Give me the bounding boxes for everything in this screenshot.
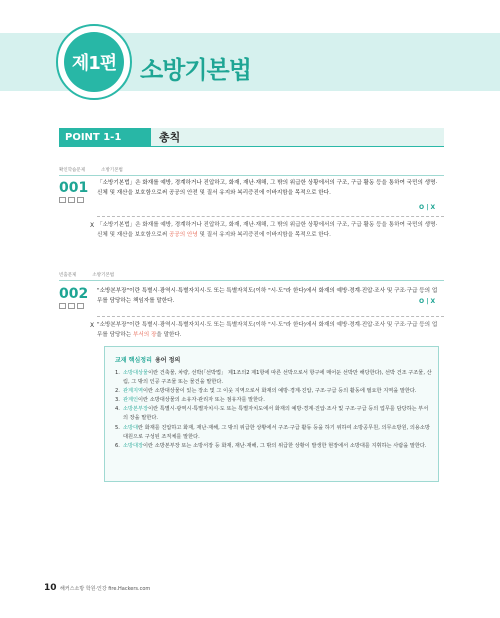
definition-term: 소방대장: [123, 442, 144, 449]
explanation: [97, 320, 440, 340]
key-summary-badge: 교재 핵심정리: [115, 357, 152, 364]
question-divider: [59, 280, 444, 281]
definition-text: 이란 건축물, 차량, 선박(「선박법」 제1조의2 제1항에 따른 선박으로서 항구에 매어둔 선박만 해당한다), 선박 건조 구조물, 산림, 그 밖의 인공 구조물 또는 물건을 말한다.: [123, 370, 432, 386]
question-category: 빈출문제: [59, 273, 77, 278]
question-subject: 소방기본법: [101, 168, 123, 173]
definition-term: 소방대: [123, 424, 139, 431]
definition-term: 관계인: [123, 397, 139, 404]
point-bar: [59, 128, 444, 147]
answer-divider: [97, 316, 444, 317]
key-summary-box: [104, 346, 439, 482]
explanation-text: 을 말한다.: [156, 332, 182, 338]
explanation-text: 「소방기본법」은 화재를 예방, 경계하거나 진압하고, 화재, 재난·재해, 그 밖의 위급한 상황에서의 구조, 구급 활동 등을 통하여 국민의 생명·신체 및 재산을 보호함으로써: [97, 222, 438, 238]
footer-text: 해커스소방 학원·인강 fire.Hackers.com: [60, 586, 151, 592]
answer-divider: [97, 216, 444, 217]
answer-mark: X: [90, 222, 95, 229]
question-meta: [59, 167, 139, 173]
question-meta: [59, 272, 130, 278]
definition-item: 4. 소방본부장이란 특별시·광역시·특별자치시·도 또는 특별자치도에서 화재의 예방·경계·진압·조사 및 구조·구급 등의 업무를 담당하는 부서의 장을 말한다.: [115, 406, 429, 422]
definition-item: 5. 소방대란 화재를 진압하고 화재, 재난·재해, 그 밖의 위급한 상황에서 구조·구급 활동 등을 하기 위하여 소방공무원, 의무소방원, 의용소방대원으로 구성된 조직체를 말한다.: [115, 424, 430, 440]
definition-text: 이란 소방본부장 또는 소방서장 등 화재, 재난·재해, 그 밖의 위급한 상황이 발생한 현장에서 소방대를 지휘하는 사람을 말한다.: [143, 442, 427, 449]
ox-marker[interactable]: O | X: [419, 204, 436, 211]
checkbox[interactable]: [59, 197, 66, 203]
checkbox[interactable]: [68, 197, 75, 203]
question-stem: "소방본부장"이란 특별시·광역시·특별자치시·도 또는 특별자치도(이하 "시·도"라 한다)에서 화재의 예방·경계·진압·조사 및 구조·구급 등의 업무를 담당하는 책임자를 말한다.: [97, 288, 438, 304]
definition-text: 란 화재를 진압하고 화재, 재난·재해, 그 밖의 위급한 상황에서 구조·구급 활동 등을 하기 위하여 소방공무원, 의무소방원, 의용소방대원으로 구성된 조직체를 말한다.: [123, 424, 430, 440]
answer-mark: X: [90, 322, 95, 329]
explanation: [97, 220, 440, 240]
definition-text: 이란 소방대상물이 있는 장소 및 그 이웃 지역으로서 화재의 예방·경계·진압, 구조·구급 등의 활동에 필요한 지역을 말한다.: [143, 388, 417, 395]
definition-item: 3. 관계인이란 소방대상물의 소유자·관리자 또는 점유자를 말한다.: [115, 397, 265, 404]
definition-item: 2. 관계지역이란 소방대상물이 있는 장소 및 그 이웃 지역으로서 화재의 예방·경계·진압, 구조·구급 등의 활동에 필요한 지역을 말한다.: [115, 388, 417, 395]
explanation-highlight: 공공의 안녕: [168, 232, 198, 238]
chapter-badge-label: 제1편: [64, 32, 124, 92]
checkbox[interactable]: [59, 303, 66, 309]
definition-list: [115, 369, 433, 451]
chapter-badge: [56, 24, 132, 100]
checkbox[interactable]: [68, 303, 75, 309]
point-title: 총칙: [159, 131, 181, 144]
explanation-text: "소방본부장"이란 특별시·광역시·특별자치시·도 또는 특별자치도(이하 "시·도"라 한다)에서 화재의 예방·경계·진압·조사 및 구조·구급 등의 업무를 담당하는: [97, 322, 438, 338]
checkbox[interactable]: [77, 197, 84, 203]
key-summary-title: 용어 정의: [155, 357, 181, 364]
ox-marker[interactable]: O | X: [419, 298, 436, 305]
definition-text: 이란 특별시·광역시·특별자치시·도 또는 특별자치도에서 화재의 예방·경계·진압·조사 및 구조·구급 등의 업무를 담당하는 부서의 장을 말한다.: [123, 406, 429, 422]
question-category: 확인학습문제: [59, 168, 86, 173]
definition-text: 이란 소방대상물의 소유자·관리자 또는 점유자를 말한다.: [138, 397, 265, 404]
check-boxes[interactable]: [59, 197, 84, 203]
question-divider: [59, 175, 444, 176]
question-number: 002: [59, 286, 89, 302]
definition-term: 소방본부장: [123, 406, 149, 413]
definition-term: 관계지역: [123, 388, 144, 395]
question-number: 001: [59, 180, 89, 196]
question-stem: 「소방기본법」은 화재를 예방, 경계하거나 진압하고, 화재, 재난·재해, 그 밖의 위급한 상황에서의 구조, 구급 활동 등을 통하여 국민의 생명·신체 및 재산을 보호함으로써 공공의 안전 및 질서 유지와 복리증진에 이바지함을 목적으로 한다.: [97, 180, 438, 196]
question-subject: 소방기본법: [92, 273, 115, 278]
page-number: 10: [44, 583, 57, 593]
definition-item: 1. 소방대상물이란 건축물, 차량, 선박(「선박법」 제1조의2 제1항에 따른 선박으로서 항구에 매어둔 선박만 해당한다), 선박 건조 구조물, 산림, 그 밖의 인공 구조물 또는 물건을 말한다.: [115, 370, 432, 386]
definition-term: 소방대상물: [123, 370, 149, 376]
explanation-text: 및 질서 유지와 복리증진에 이바지함을 목적으로 한다.: [197, 232, 331, 238]
explanation-highlight: 부서의 장: [132, 332, 157, 338]
point-label: POINT 1-1: [59, 128, 151, 147]
chapter-title: 소방기본법: [140, 56, 251, 84]
checkbox[interactable]: [77, 303, 84, 309]
definition-item: 6. 소방대장이란 소방본부장 또는 소방서장 등 화재, 재난·재해, 그 밖의 위급한 상황이 발생한 현장에서 소방대를 지휘하는 사람을 말한다.: [115, 442, 427, 449]
check-boxes[interactable]: [59, 303, 84, 309]
